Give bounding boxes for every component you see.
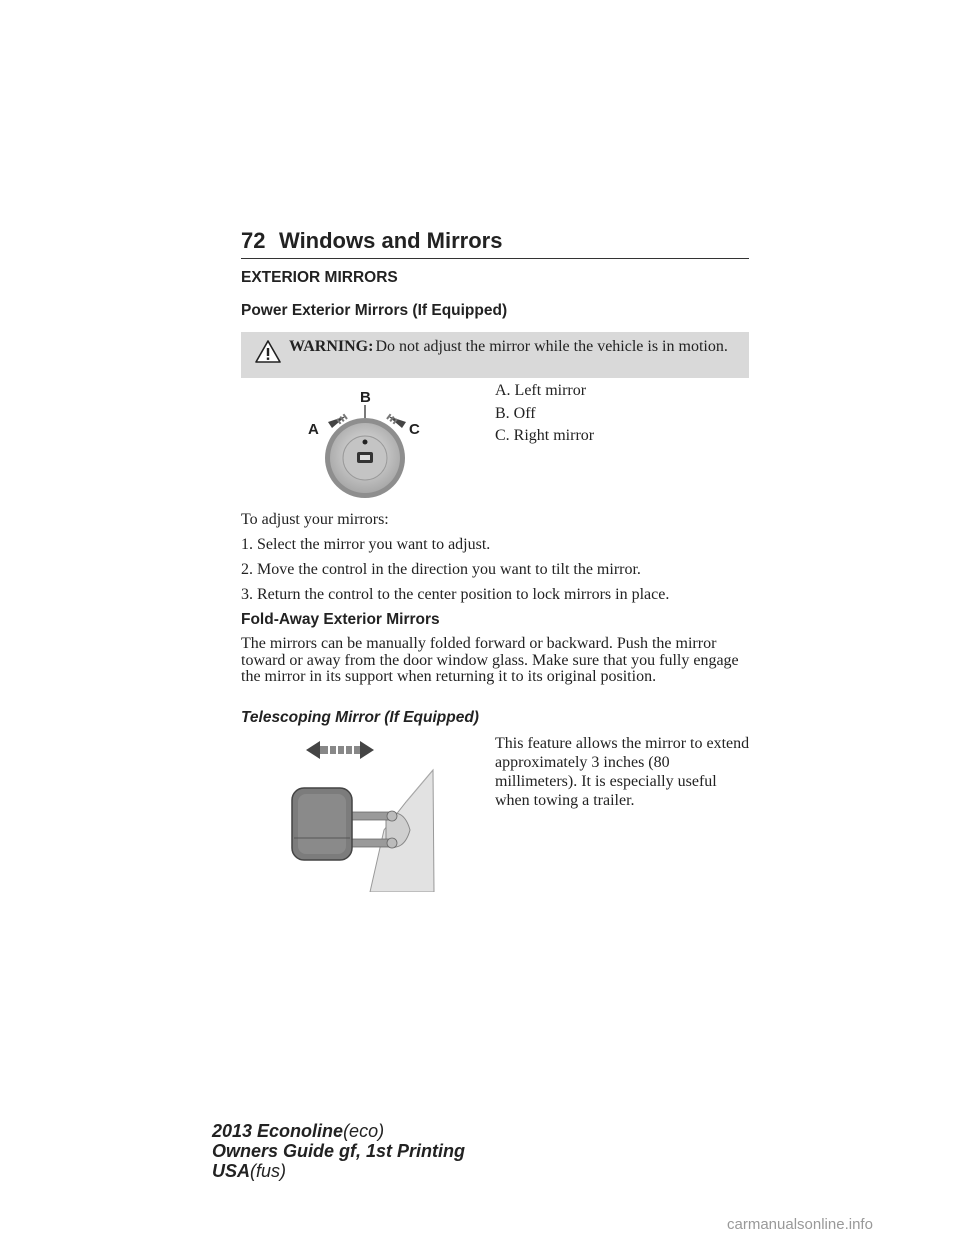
- label-a: A: [308, 421, 319, 438]
- telescoping-text: This feature allows the mirror to extend approximately 3 inches (80 millimeters). It is especially useful when towing a trailer.: [495, 735, 750, 809]
- legend-item: A. Left mirror: [495, 382, 587, 399]
- page-header: [241, 228, 749, 259]
- watermark: carmanualsonline.info: [727, 1216, 873, 1233]
- section-title: EXTERIOR MIRRORS: [241, 269, 398, 286]
- warning-triangle-icon: [255, 339, 281, 365]
- warning-text: [289, 336, 729, 357]
- footer-market-code: (fus): [250, 1161, 287, 1181]
- fold-away-title: Fold-Away Exterior Mirrors: [241, 611, 440, 628]
- telescoping-title: Telescoping Mirror (If Equipped): [241, 709, 479, 726]
- footer-market: USA: [212, 1161, 251, 1181]
- power-mirrors-title: Power Exterior Mirrors (If Equipped): [241, 302, 508, 319]
- footer-model-code: (eco): [343, 1121, 385, 1141]
- mirror-symbol-icon: [357, 452, 373, 463]
- figure-legend: [495, 380, 594, 448]
- label-b: B: [360, 389, 371, 406]
- mirror-control-figure: [302, 388, 432, 498]
- adjust-intro: To adjust your mirrors:: [241, 511, 389, 528]
- fold-away-text: The mirrors can be manually folded forward or backward. Push the mirror toward or away from the door window glass. Make sure that you fully engage the mirror in its support when returning it to its original position.: [241, 635, 739, 685]
- step-item: 1. Select the mirror you want to adjust.: [241, 536, 491, 553]
- extend-arrow-icon: [306, 741, 374, 759]
- footer: [212, 1121, 465, 1181]
- step-item: 2. Move the control in the direction you want to tilt the mirror.: [241, 561, 641, 578]
- label-c: C: [409, 421, 420, 438]
- page-number: 72: [241, 228, 266, 253]
- legend-item: B. Off: [495, 404, 536, 422]
- footer-guide: Owners Guide gf, 1st Printing: [212, 1141, 466, 1161]
- telescoping-mirror-figure: [286, 740, 436, 892]
- chapter-title: Windows and Mirrors: [279, 228, 503, 253]
- right-arrow-icon: [388, 416, 406, 428]
- warning-label: WARNING:: [289, 338, 374, 355]
- legend-item: C. Right mirror: [495, 427, 595, 444]
- warning-message: Do not adjust the mirror while the vehicle is in motion.: [375, 338, 728, 355]
- warning-box: [241, 332, 749, 378]
- step-item: 3. Return the control to the center position to lock mirrors in place.: [241, 586, 670, 603]
- footer-model: 2013 Econoline: [212, 1121, 344, 1141]
